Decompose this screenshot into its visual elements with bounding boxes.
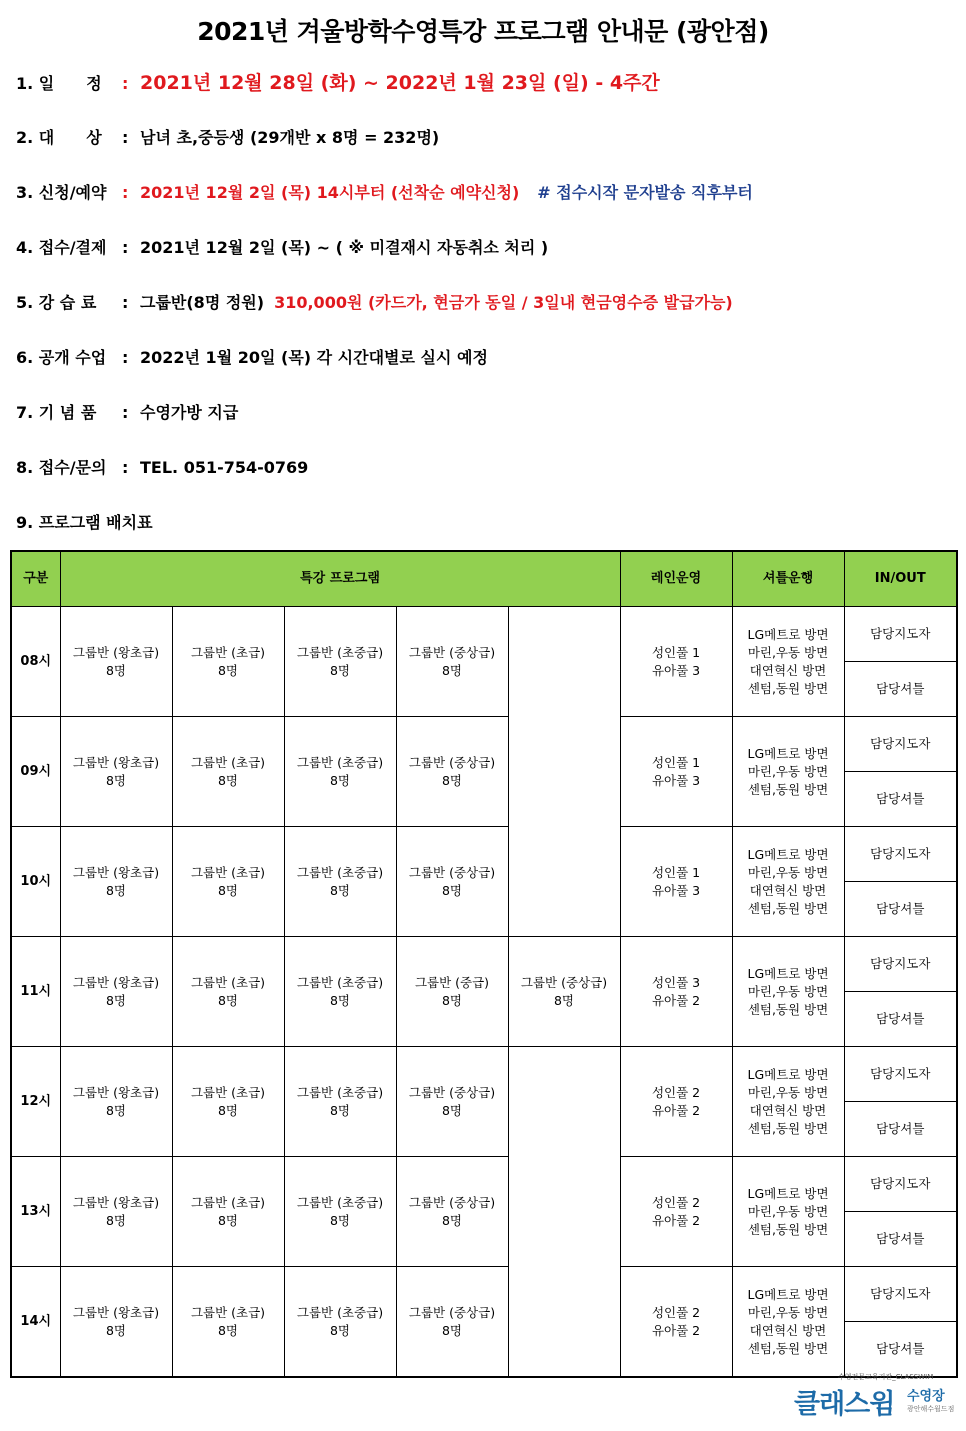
- out-cell: 담당셔틀: [844, 772, 957, 827]
- shuttle-line: LG메트로 방면: [747, 745, 829, 761]
- program-capacity: 8명: [329, 1102, 351, 1118]
- out-cell: 담당셔틀: [844, 662, 957, 717]
- program-cell: [172, 717, 284, 827]
- fee-price: 310,000원 (카드가, 현금가 동일 / 3일내 현금영수증 발급가능): [274, 293, 733, 312]
- time-cell: 12시: [11, 1047, 60, 1157]
- shuttle-line: 대연혁신 방면: [749, 882, 827, 898]
- shuttle-line: 마린,우동 방면: [747, 864, 829, 880]
- lane-cell: [620, 937, 732, 1047]
- program-heading: 9. 프로그램 배치표: [16, 513, 153, 532]
- info-colon: :: [122, 403, 129, 422]
- out-cell: 담당셔틀: [844, 1322, 957, 1378]
- shuttle-line: LG메트로 방면: [747, 1066, 829, 1082]
- program-capacity: 8명: [105, 1322, 127, 1338]
- target-value: 남녀 초,중등생 (29개반 x 8명 = 232명): [140, 128, 440, 147]
- program-capacity: 8명: [217, 1322, 239, 1338]
- logo-suffix: 수영장: [907, 1389, 945, 1404]
- program-capacity: 8명: [329, 882, 351, 898]
- program-name: 그룹반 (초급): [190, 1084, 266, 1100]
- program-cell: [284, 937, 396, 1047]
- schedule-value: 2021년 12월 28일 (화) ~ 2022년 1월 23일 (일) - 4주간: [140, 72, 660, 94]
- shuttle-line: 센텀,동원 방면: [747, 1120, 829, 1136]
- header-lane: 레인운영: [620, 551, 732, 607]
- lane-line: 성인풀 3: [651, 974, 701, 990]
- lane-line: 성인풀 1: [651, 864, 701, 880]
- program-cell: [60, 1047, 172, 1157]
- table-row: [11, 607, 957, 662]
- program-name: 그룹반 (중상급): [408, 1084, 496, 1100]
- info-colon: :: [122, 128, 129, 147]
- program-cell: [396, 717, 508, 827]
- program-name: 그룹반 (초중급): [296, 1304, 384, 1320]
- lane-line: 유아풀 3: [651, 882, 701, 898]
- program-capacity: 8명: [329, 772, 351, 788]
- empty-program-cell: [508, 1047, 620, 1378]
- table-row: [11, 717, 957, 772]
- program-cell: [284, 607, 396, 717]
- program-name: 그룹반 (왕초급): [72, 644, 160, 660]
- program-cell: [60, 1157, 172, 1267]
- time-cell: 13시: [11, 1157, 60, 1267]
- program-cell: [284, 1157, 396, 1267]
- program-cell: [60, 937, 172, 1047]
- info-apply: [16, 180, 753, 206]
- shuttle-cell: [732, 1267, 844, 1378]
- info-label: 6. 공개 수업: [16, 348, 107, 367]
- program-cell: [60, 827, 172, 937]
- info-label: 4. 접수/결제: [16, 238, 107, 257]
- program-cell: [396, 827, 508, 937]
- program-name: 그룹반 (왕초급): [72, 754, 160, 770]
- program-cell: [172, 607, 284, 717]
- shuttle-line: 마린,우동 방면: [747, 1084, 829, 1100]
- shuttle-line: LG메트로 방면: [747, 965, 829, 981]
- program-capacity: 8명: [329, 1322, 351, 1338]
- time-cell: 09시: [11, 717, 60, 827]
- program-name: 그룹반 (초중급): [296, 974, 384, 990]
- program-cell: [60, 607, 172, 717]
- program-capacity: 8명: [217, 1102, 239, 1118]
- shuttle-line: 센텀,동원 방면: [747, 900, 829, 916]
- program-capacity: 8명: [217, 662, 239, 678]
- program-cell: [172, 1157, 284, 1267]
- gift-value: 수영가방 지급: [140, 403, 239, 422]
- table-row: [11, 1157, 957, 1212]
- lane-line: 성인풀 2: [651, 1084, 701, 1100]
- program-capacity: 8명: [329, 662, 351, 678]
- info-open-class: [16, 345, 488, 371]
- program-cell: [284, 717, 396, 827]
- in-cell: 담당지도자: [844, 827, 957, 882]
- shuttle-line: 센텀,동원 방면: [747, 680, 829, 696]
- out-cell: 담당셔틀: [844, 1102, 957, 1157]
- shuttle-line: 센텀,동원 방면: [747, 1221, 829, 1237]
- info-gift: [16, 400, 238, 426]
- lane-line: 성인풀 1: [651, 754, 701, 770]
- program-name: 그룹반 (중상급): [408, 864, 496, 880]
- lane-line: 유아풀 2: [651, 1322, 701, 1338]
- program-cell: [284, 1047, 396, 1157]
- program-cell: [284, 1267, 396, 1378]
- program-capacity: 8명: [441, 1322, 463, 1338]
- info-schedule: [16, 70, 660, 96]
- shuttle-line: 마린,우동 방면: [747, 644, 829, 660]
- shuttle-line: 마린,우동 방면: [747, 1304, 829, 1320]
- header-inout: IN/OUT: [844, 551, 957, 607]
- program-cell: [396, 1267, 508, 1378]
- time-cell: 14시: [11, 1267, 60, 1378]
- shuttle-line: LG메트로 방면: [747, 1185, 829, 1201]
- out-cell: 담당셔틀: [844, 882, 957, 937]
- program-cell: [396, 607, 508, 717]
- header-time: 구분: [11, 551, 60, 607]
- out-cell: 담당셔틀: [844, 1212, 957, 1267]
- empty-program-cell: [508, 607, 620, 937]
- shuttle-line: 센텀,동원 방면: [747, 1001, 829, 1017]
- lane-line: 유아풀 2: [651, 992, 701, 1008]
- time-cell: 08시: [11, 607, 60, 717]
- lane-line: 성인풀 1: [651, 644, 701, 660]
- logo-branch: 광안해수월드점: [907, 1405, 955, 1413]
- info-label: 2. 대 상: [16, 128, 102, 147]
- header-shuttle: 셔틀운행: [732, 551, 844, 607]
- in-cell: 담당지도자: [844, 717, 957, 772]
- program-capacity: 8명: [329, 992, 351, 1008]
- shuttle-line: 마린,우동 방면: [747, 763, 829, 779]
- shuttle-cell: [732, 607, 844, 717]
- apply-value: 2021년 12월 2일 (목) 14시부터 (선착순 예약신청): [140, 183, 520, 202]
- program-name: 그룹반 (중상급): [408, 1194, 496, 1210]
- info-payment: [16, 235, 548, 261]
- program-capacity: 8명: [105, 882, 127, 898]
- shuttle-line: 대연혁신 방면: [749, 1322, 827, 1338]
- program-name: 그룹반 (왕초급): [72, 974, 160, 990]
- shuttle-cell: [732, 827, 844, 937]
- shuttle-cell: [732, 937, 844, 1047]
- program-capacity: 8명: [105, 1102, 127, 1118]
- program-name: 그룹반 (초중급): [296, 1194, 384, 1210]
- time-cell: 10시: [11, 827, 60, 937]
- program-name: 그룹반 (중상급): [408, 1304, 496, 1320]
- logo-tagline: 수영전문교육기관_CLASSWIM: [838, 1373, 934, 1381]
- shuttle-line: 대연혁신 방면: [749, 1102, 827, 1118]
- info-label: 3. 신청/예약: [16, 183, 107, 202]
- lane-cell: [620, 1047, 732, 1157]
- program-name: 그룹반 (초중급): [296, 1084, 384, 1100]
- lane-line: 유아풀 2: [651, 1212, 701, 1228]
- lane-cell: [620, 1157, 732, 1267]
- header-program: 특강 프로그램: [60, 551, 620, 607]
- program-name: 그룹반 (초중급): [296, 644, 384, 660]
- schedule-table: [10, 550, 958, 1378]
- info-label: 7. 기 념 품: [16, 403, 97, 422]
- program-name: 그룹반 (왕초급): [72, 1084, 160, 1100]
- page-title: 2021년 겨울방학수영특강 프로그램 안내문 (광안점): [197, 17, 769, 46]
- program-capacity: 8명: [441, 772, 463, 788]
- info-colon: :: [122, 293, 129, 312]
- open-class-value: 2022년 1월 20일 (목) 각 시간대별로 실시 예정: [140, 348, 488, 367]
- shuttle-line: 센텀,동원 방면: [747, 781, 829, 797]
- table-row: [11, 1267, 957, 1322]
- program-capacity: 8명: [441, 1212, 463, 1228]
- info-colon: :: [122, 183, 129, 202]
- info-colon: :: [122, 74, 129, 93]
- program-name: 그룹반 (초급): [190, 644, 266, 660]
- program-name: 그룹반 (중상급): [520, 974, 608, 990]
- lane-cell: [620, 1267, 732, 1378]
- program-name: 그룹반 (중상급): [408, 754, 496, 770]
- program-name: 그룹반 (초급): [190, 1194, 266, 1210]
- lane-line: 유아풀 3: [651, 772, 701, 788]
- lane-line: 성인풀 2: [651, 1194, 701, 1210]
- in-cell: 담당지도자: [844, 607, 957, 662]
- program-name: 그룹반 (초급): [190, 864, 266, 880]
- shuttle-line: LG메트로 방면: [747, 846, 829, 862]
- program-cell: [172, 937, 284, 1047]
- lane-cell: [620, 717, 732, 827]
- program-capacity: 8명: [441, 662, 463, 678]
- program-cell: [172, 1047, 284, 1157]
- program-capacity: 8명: [441, 882, 463, 898]
- shuttle-line: LG메트로 방면: [747, 1286, 829, 1302]
- table-row: [11, 827, 957, 882]
- shuttle-line: 마린,우동 방면: [747, 1203, 829, 1219]
- shuttle-line: LG메트로 방면: [747, 626, 829, 642]
- program-name: 그룹반 (초급): [190, 1304, 266, 1320]
- program-name: 그룹반 (초중급): [296, 864, 384, 880]
- contact-value: TEL. 051-754-0769: [140, 458, 309, 477]
- apply-note: # 접수시작 문자발송 직후부터: [537, 183, 753, 202]
- info-colon: :: [122, 238, 129, 257]
- program-cell: [172, 827, 284, 937]
- shuttle-cell: [732, 717, 844, 827]
- program-capacity: 8명: [329, 1212, 351, 1228]
- shuttle-cell: [732, 1157, 844, 1267]
- program-cell: [284, 827, 396, 937]
- program-name: 그룹반 (중급): [414, 974, 490, 990]
- info-label: 8. 접수/문의: [16, 458, 107, 477]
- program-name: 그룹반 (왕초급): [72, 864, 160, 880]
- program-cell: [60, 717, 172, 827]
- lane-cell: [620, 827, 732, 937]
- info-label: 1. 일 정: [16, 74, 102, 93]
- table-row: [11, 937, 957, 992]
- fee-value: 그룹반(8명 정원): [140, 293, 265, 312]
- program-name: 그룹반 (왕초급): [72, 1194, 160, 1210]
- program-cell: [396, 1047, 508, 1157]
- program-capacity: 8명: [105, 992, 127, 1008]
- shuttle-line: 마린,우동 방면: [747, 983, 829, 999]
- lane-line: 성인풀 2: [651, 1304, 701, 1320]
- program-cell: [396, 937, 508, 1047]
- program-name: 그룹반 (초중급): [296, 754, 384, 770]
- program-name: 그룹반 (중상급): [408, 644, 496, 660]
- program-capacity: 8명: [553, 992, 575, 1008]
- program-capacity: 8명: [217, 992, 239, 1008]
- shuttle-cell: [732, 1047, 844, 1157]
- lane-line: 유아풀 2: [651, 1102, 701, 1118]
- shuttle-line: 대연혁신 방면: [749, 662, 827, 678]
- in-cell: 담당지도자: [844, 1267, 957, 1322]
- program-cell: [172, 1267, 284, 1378]
- program-capacity: 8명: [217, 1212, 239, 1228]
- out-cell: 담당셔틀: [844, 992, 957, 1047]
- program-cell: [396, 1157, 508, 1267]
- logo-brand: 클래스윔: [794, 1389, 895, 1420]
- program-cell: [508, 937, 620, 1047]
- lane-line: 유아풀 3: [651, 662, 701, 678]
- table-header-row: [11, 551, 957, 607]
- program-capacity: 8명: [105, 772, 127, 788]
- in-cell: 담당지도자: [844, 937, 957, 992]
- info-colon: :: [122, 458, 129, 477]
- info-colon: :: [122, 348, 129, 367]
- payment-value: 2021년 12월 2일 (목) ~ ( ※ 미결재시 자동취소 처리 ): [140, 238, 549, 257]
- program-capacity: 8명: [441, 992, 463, 1008]
- info-target: [16, 125, 439, 151]
- time-cell: 11시: [11, 937, 60, 1047]
- in-cell: 담당지도자: [844, 1157, 957, 1212]
- info-fee: [16, 290, 733, 316]
- classwim-logo: [794, 1372, 954, 1420]
- program-name: 그룹반 (왕초급): [72, 1304, 160, 1320]
- program-name: 그룹반 (초급): [190, 974, 266, 990]
- program-capacity: 8명: [441, 1102, 463, 1118]
- in-cell: 담당지도자: [844, 1047, 957, 1102]
- program-capacity: 8명: [105, 1212, 127, 1228]
- info-label: 5. 강 습 료: [16, 293, 97, 312]
- lane-cell: [620, 607, 732, 717]
- shuttle-line: 센텀,동원 방면: [747, 1340, 829, 1356]
- program-capacity: 8명: [105, 662, 127, 678]
- program-capacity: 8명: [217, 882, 239, 898]
- info-contact: [16, 455, 308, 481]
- program-name: 그룹반 (초급): [190, 754, 266, 770]
- program-cell: [60, 1267, 172, 1378]
- table-row: [11, 1047, 957, 1102]
- program-capacity: 8명: [217, 772, 239, 788]
